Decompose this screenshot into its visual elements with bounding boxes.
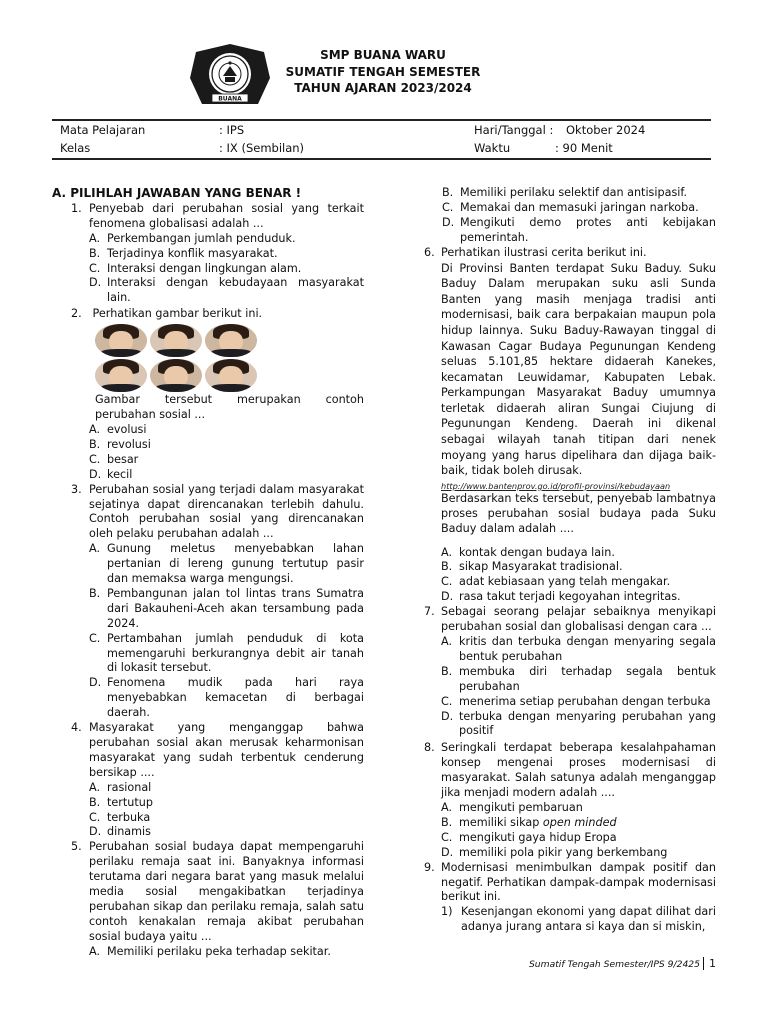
- option-d: D. memiliki pola pikir yang berkembang: [441, 845, 668, 859]
- subject-value: : IPS: [219, 123, 245, 137]
- question-text: Perubahan sosial budaya dapat mempengaruhi perilaku remaja saat ini. Banyaknya informasi terutama dari negara barat yang masuk melalui media sosial mengakibatkan terjadinya perubahan sikap dan perilaku remaja, salah satu contoh kenakalan remaja akibat perubahan sosial budaya yaitu ...: [89, 840, 364, 943]
- option-b: B. memiliki sikap open minded: [441, 815, 617, 829]
- question-text: Sebagai seorang pelajar sebaiknya menyikapi perubahan sosial dan globalisasi dengan cara ...: [441, 605, 716, 634]
- footer-text: Sumatif Tengah Semester/IPS 9/2425: [528, 959, 700, 970]
- option-c: C. Pertambahan jumlah penduduk di kota memengaruhi berkurangnya debit air tanah di lokasit tersebut.: [89, 631, 364, 675]
- option-b: B. membuka diri terhadap segala bentuk perubahan: [441, 664, 716, 693]
- question-number: 9.: [424, 860, 435, 874]
- option-d: D. dinamis: [89, 825, 151, 839]
- class-value: : IX (Sembilan): [219, 141, 305, 155]
- option-c: C. menerima setiap perubahan dengan terbuka: [441, 694, 711, 708]
- question-9: [424, 861, 716, 936]
- time-label: Waktu: [474, 141, 511, 155]
- option-b: B. tertutup: [89, 795, 153, 809]
- school-name: SMP BUANA WARU: [320, 48, 446, 62]
- question-3: [52, 483, 364, 722]
- option-c: C. mengikuti gaya hidup Eropa: [441, 830, 617, 844]
- option-b: B. sikap Masyarakat tradisional.: [441, 560, 623, 574]
- page-number: 1: [703, 957, 716, 970]
- question-text: Perubahan sosial yang terjadi dalam masyarakat sejatinya dapat direncanakan terlebih dahulu. Contoh perubahan sosial yang direncanakan oleh pelaku perubahan adalah ...: [89, 482, 364, 541]
- hairstyle-images: [95, 324, 364, 392]
- hairstyle-image: [150, 359, 202, 392]
- question-number: 2.: [71, 307, 82, 321]
- question-prompt: Berdasarkan teks tersebut, penyebab lambatnya proses perubahan sosial budaya pada Suku Baduy dalam adalah ....: [441, 491, 716, 535]
- option-a: A. Memiliki perilaku peka terhadap sekitar.: [89, 944, 331, 958]
- school-logo-icon: [188, 42, 272, 110]
- question-number: 6.: [424, 245, 435, 259]
- question-number: 7.: [424, 605, 435, 619]
- question-4: [52, 721, 364, 840]
- hairstyle-image: [205, 324, 257, 357]
- hairstyle-image: [150, 324, 202, 357]
- option-d: D. terbuka dengan menyaring perubahan yang positif: [441, 709, 716, 738]
- class-label: Kelas: [60, 141, 91, 155]
- question-number: 8.: [424, 741, 435, 755]
- hairstyle-image: [95, 359, 147, 392]
- option-b: B. Terjadinya konflik masyarakat.: [89, 246, 278, 260]
- option-d: D. Interaksi dengan kebudayaan masyarakat lain.: [89, 276, 364, 305]
- option-a: A. Gunung meletus menyebabkan lahan pertanian di lereng gunung tertutup pasir dan memaksa warga mengungsi.: [89, 542, 364, 586]
- question-text: Perhatikan gambar berikut ini.: [89, 307, 263, 321]
- option-a: A. Perkembangan jumlah penduduk.: [89, 231, 296, 245]
- source-link[interactable]: http://www.bantenprov.go.id/profil-provinsi/kebudayaan: [441, 480, 671, 491]
- right-column: [424, 186, 716, 935]
- question-number: 5.: [71, 840, 82, 854]
- question-text: Modernisasi menimbulkan dampak positif dan negatif. Perhatikan dampak-dampak modernisasi berikut ini.: [441, 860, 716, 904]
- date-label: Hari/Tanggal :: [474, 123, 554, 137]
- time-value: : 90 Menit: [555, 141, 613, 155]
- date-value: Oktober 2024: [566, 123, 646, 137]
- option-b: B. Pembangunan jalan tol lintas trans Sumatra dari Bakauheni-Aceh akan tersambung pada 2024.: [89, 586, 364, 630]
- question-number: 4.: [71, 721, 82, 735]
- question-text: Penyebab dari perubahan sosial yang terkait fenomena globalisasi adalah ...: [89, 201, 364, 230]
- question-after-text: Gambar tersebut merupakan contoh perubahan sosial ...: [95, 393, 364, 422]
- impact-item-1: 1) Kesenjangan ekonomi yang dapat dilihat dari adanya jurang antara si kaya dan si miskin,: [441, 905, 716, 934]
- academic-year: TAHUN AJARAN 2023/2024: [294, 81, 472, 95]
- option-c: C. Interaksi dengan lingkungan alam.: [89, 261, 302, 275]
- subject-label: Mata Pelajaran: [60, 123, 146, 137]
- left-column: [52, 186, 364, 960]
- header-titles: [270, 47, 496, 97]
- option-c: C. terbuka: [89, 810, 151, 824]
- page-footer: [529, 957, 716, 973]
- question-7: [424, 605, 716, 739]
- option-c: C. besar: [89, 452, 139, 466]
- option-a: A. mengikuti pembaruan: [441, 800, 583, 814]
- question-8: [424, 741, 716, 860]
- option-d: D. kecil: [89, 467, 133, 481]
- option-a: A. kontak dengan budaya lain.: [441, 545, 615, 559]
- option-c: C. Memakai dan memasuki jaringan narkoba.: [442, 200, 699, 214]
- option-c: C. adat kebiasaan yang telah mengakar.: [441, 575, 671, 589]
- hairstyle-image: [95, 324, 147, 357]
- exam-name: SUMATIF TENGAH SEMESTER: [285, 64, 481, 79]
- option-d: D. rasa takut terjadi kegoyahan integritas.: [441, 590, 681, 604]
- exam-info-box: [52, 119, 711, 160]
- question-1: [52, 202, 364, 306]
- question-5-continued: [424, 186, 716, 246]
- hairstyle-image: [205, 359, 257, 392]
- question-6: [424, 246, 716, 606]
- question-number: 1.: [71, 201, 82, 215]
- section-title: A. PILIHLAH JAWABAN YANG BENAR !: [52, 186, 302, 200]
- question-text: Seringkali terdapat beberapa kesalahpahaman konsep mengenai proses modernisasi di masyarakat. Salah satunya adalah menganggap jika menjadi modern adalah ....: [441, 741, 716, 800]
- logo-text: BUANA: [218, 95, 242, 103]
- question-2: [52, 307, 364, 482]
- document-header: [0, 42, 768, 110]
- option-d: D. Fenomena mudik pada hari raya menyebabkan kemacetan di berbagai daerah.: [89, 676, 364, 720]
- story-passage: Di Provinsi Banten terdapat Suku Baduy. Suku Baduy Dalam merupakan suku asli Sunda Banten yang masih menjaga tradisi anti modernisasi, baik cara berpakaian maupun pola hidup lainnya. Suku Baduy-Rawayan tinggal di Kawasan Cagar Budaya Pegunungan Kendeng seluas 5.101,85 hektare didaerah Kanekes, kecamatan Leuwidamar, Kabupaten Lebak. Perkampungan Masyarakat Baduy umumnya terletak didaerah aliran Sungai Ciujung di Pegunungan Kendeng. Daerah ini dikenal sebagai wilayah tanah titipan dari nenek moyang yang harus dipelihara dan dijaga baik-baik, tidak boleh dirusak.: [441, 261, 716, 478]
- option-a: A. kritis dan terbuka dengan menyaring segala bentuk perubahan: [441, 635, 716, 663]
- question-number: 3.: [71, 482, 82, 496]
- option-d: D. Mengikuti demo protes anti kebijakan pemerintah.: [442, 215, 716, 244]
- question-text: Masyarakat yang menganggap bahwa perubahan sosial akan merusak keharmonisan masyarakat yang sudah terbentuk cenderung bersikap ....: [89, 721, 364, 779]
- option-a: A. evolusi: [89, 422, 147, 436]
- question-5: [52, 840, 364, 959]
- question-text: Perhatikan ilustrasi cerita berikut ini.: [441, 245, 647, 259]
- option-b: B. Memiliki perilaku selektif dan antisipasif.: [442, 186, 688, 199]
- option-b: B. revolusi: [89, 437, 151, 451]
- option-a: A. rasional: [89, 780, 152, 794]
